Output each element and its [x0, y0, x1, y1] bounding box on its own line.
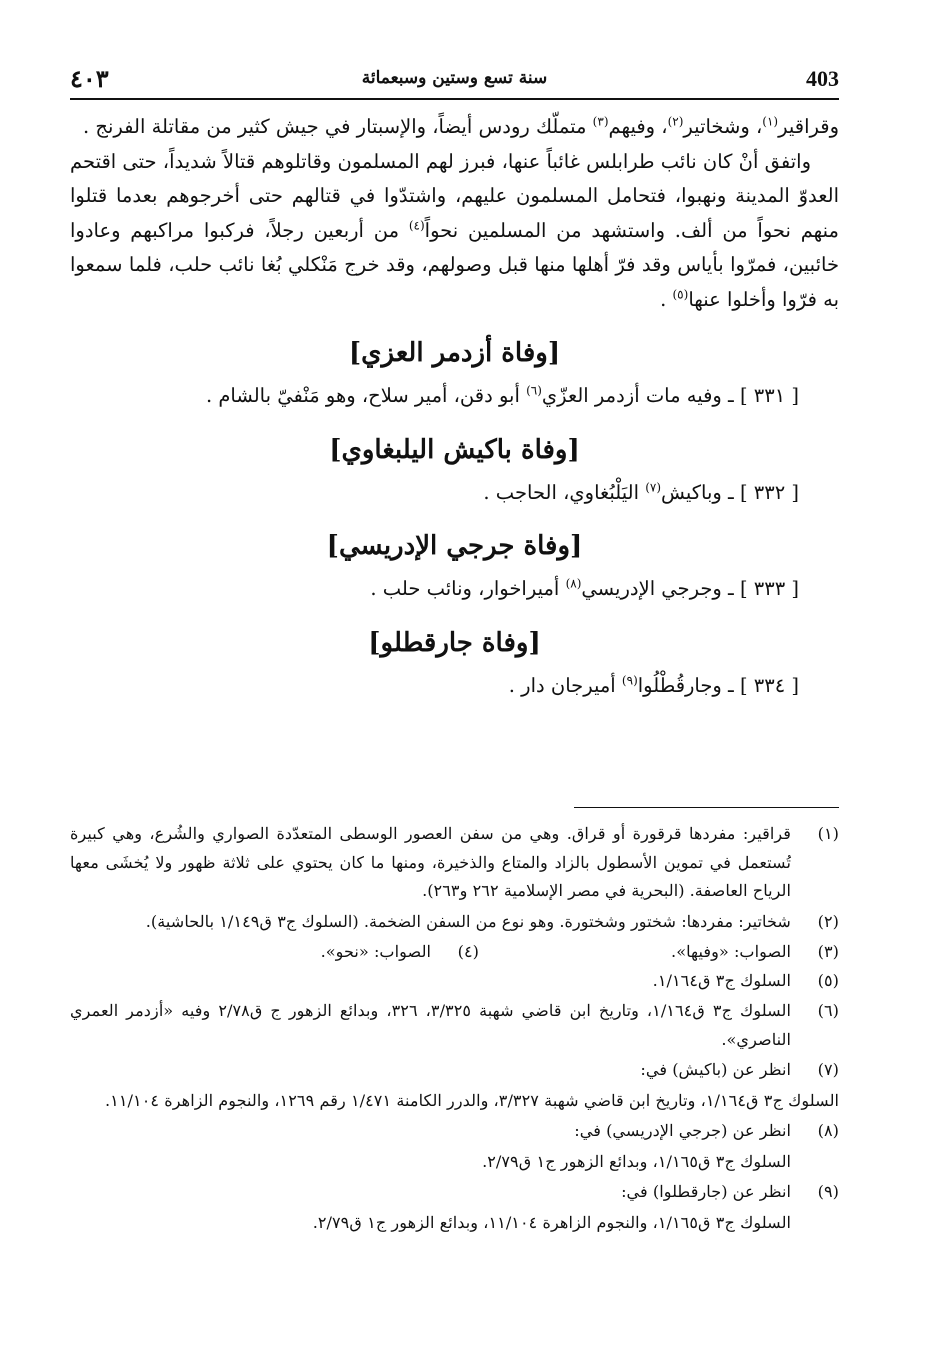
footnote-indent — [791, 1148, 839, 1177]
text-run: أميراخوار، ونائب حلب . — [370, 577, 566, 600]
footnote-3 — [479, 938, 839, 967]
page-number-arabic: ٤٠٣ — [70, 64, 109, 93]
text-run: ، وفيهم — [608, 115, 668, 138]
section-heading: [وفاة جرجي الإدريسي] — [326, 531, 583, 561]
footnote-8 — [70, 1117, 839, 1146]
footnote-number: (٩) — [817, 1182, 839, 1201]
footnote-ref: (٣) — [592, 114, 609, 129]
text-run: واتفق أنْ كان نائب طرابلس غائباً عنها، فبرز لهم المسلمون وقاتلوهم قتالاً شديداً، حتى اقتحم العدوّ المدينة ونهبوا، فتحامل المسلمون عليهم، واشتدّوا في قتالهم حتى أخرجوهم بعدما قتلوا منهم نحواً من ألف. واستشهد من المسلمين نحواً — [70, 149, 839, 242]
text-run: [ ٣٣١ ] ـ وفيه مات أزدمر العزّي — [541, 384, 799, 407]
footnote-5 — [70, 967, 839, 996]
text-run: ، وشخاتير — [683, 115, 763, 138]
footnote-8-refs — [70, 1148, 839, 1177]
footnote-9-refs — [70, 1209, 839, 1238]
entry-332 — [70, 476, 839, 511]
footnote-text: السلوك ج٣ ق١/١٦٥، وبدائع الزهور ج١ ق٢/٧٩. — [482, 1151, 791, 1171]
paragraph-2 — [70, 145, 839, 318]
text-run: أميرجان دار . — [508, 673, 622, 697]
footnote-2 — [70, 908, 839, 937]
footnote-text: انظر عن (جارقطلوا) في: — [621, 1182, 791, 1201]
footnote-number: (٣) — [817, 942, 839, 961]
footnote-ref: (٧) — [645, 480, 662, 494]
footnote-text: الصواب: «وفيها». — [671, 942, 791, 961]
footnote-7 — [70, 1056, 839, 1085]
footnote-text: السلوك ج٣ ق١/١٦٤، وتاريخ ابن قاضي شهبة ٣/٣٢٧، والدرر الكامنة ١/٤٧١ رقم ١٢٦٩، والنجوم الزاهرة ١١/١٠٤. — [105, 1090, 839, 1110]
footnote-text: قراقير: مفردها قرقورة أو قراق. وهي من سفن العصور الوسطى المتعدّدة الصواري والشُرع، وهي كبيرة تُستعمل في تموين الأسطول بالزاد والمتاع والذخيرة، ومنها ما كان يحتوي على ثلاثة ظهور ولا يُخشَى معها الرياح العاصفة. (البحرية في مصر الإسلامية ٢٦٢ و٢٦٣). — [70, 824, 791, 900]
text-run: أبو دقن، أمير سلاح، وهو مَنْفيّ بالشام . — [205, 384, 527, 407]
footnote-ref: (٥) — [672, 287, 689, 301]
text-run: من أربعين رجلاً، فركبوا مراكبهم وعادوا خائبين، فمرّوا بأياس وقد فرّ أهلها منها قبل وصولهم، وقد خرج مَنْكلي بُغا نائب حلب، فلما سمعوا به فرّوا وأخلوا عنها — [70, 218, 839, 311]
entry-331 — [70, 379, 839, 414]
footnote-7-refs — [70, 1087, 839, 1116]
text-run: متملّك رودس أيضاً، والإسبتار في جيش كثير من مقاتلة الفرنج . — [83, 115, 593, 138]
footnote-ref: (٦) — [526, 383, 542, 398]
entry-333 — [70, 572, 839, 607]
footnote-text: شخاتير: مفردها: شختور وشختورة. وهو نوع من السفن الضخمة. (السلوك ج٣ ق١/١٤٩ بالحاشية). — [145, 911, 791, 931]
text-run: وقراقير — [778, 115, 839, 138]
footnote-4 — [119, 938, 479, 967]
footnote-number: (٤) — [457, 942, 479, 961]
footnotes — [70, 820, 839, 1239]
footnote-number: (١) — [817, 824, 839, 843]
footnote-text: انظر عن (جرجي الإدريسي) في: — [574, 1121, 791, 1140]
footnote-1 — [70, 820, 839, 906]
footnote-ref: (٨) — [565, 576, 582, 591]
footnote-text: السلوك ج٣ ق١/١٦٤، وتاريخ ابن قاضي شهبة ٣/٣٢٥، ٣٢٦، وبدائع الزهور ج ق٢/٧٨ وفيه «أزدمر العمري الناصري». — [70, 1001, 791, 1049]
footnote-row-3-4 — [70, 938, 839, 967]
footnote-number: (٧) — [817, 1060, 839, 1079]
footnote-ref: (٢) — [667, 114, 684, 129]
footnote-indent — [791, 1209, 839, 1238]
footnote-text: الصواب: «نحو». — [320, 942, 431, 961]
text-run: [ ٣٣٣ ] ـ وجرجي الإدريسي — [581, 577, 799, 600]
text-run: [ ٣٣٢ ] ـ وباكيش — [661, 480, 799, 504]
footnote-ref: (١) — [762, 114, 779, 129]
footnote-ref: (٤) — [408, 218, 425, 232]
text-run: . — [660, 287, 673, 311]
footnote-text: انظر عن (باكيش) في: — [640, 1060, 791, 1079]
section-heading: [وفاة أزدمر العزي] — [348, 338, 561, 368]
running-title: سنة تسع وستين وسبعمائة — [361, 68, 548, 88]
footnote-number: (٨) — [817, 1121, 839, 1140]
footnote-6 — [70, 997, 839, 1054]
page-header — [70, 62, 839, 100]
text-run: [ ٣٣٤ ] ـ وجارقُطْلُوا — [637, 673, 799, 697]
footnote-text: السلوك ج٣ ق١/١٦٤. — [652, 970, 791, 990]
footnote-ref: (٩) — [621, 673, 638, 687]
footnote-number: (٦) — [817, 1001, 839, 1020]
footnote-9 — [70, 1178, 839, 1207]
page-number-latin: 403 — [806, 66, 839, 91]
text-run: اليَلْبُغاوي، الحاجب . — [483, 480, 646, 504]
section-heading: [وفاة جارقطلو] — [368, 627, 541, 658]
main-text — [70, 110, 839, 707]
footnote-text: السلوك ج٣ ق١/١٦٥، والنجوم الزاهرة ١١/١٠٤، وبدائع الزهور ج١ ق٢/٧٩. — [312, 1212, 791, 1232]
footnote-number: (٥) — [817, 970, 839, 990]
entry-334 — [70, 669, 839, 704]
footnote-separator — [574, 807, 839, 808]
paragraph-1 — [70, 110, 839, 145]
section-heading: [وفاة باكيش اليلبغاوي] — [329, 434, 580, 465]
footnote-number: (٢) — [817, 911, 839, 931]
